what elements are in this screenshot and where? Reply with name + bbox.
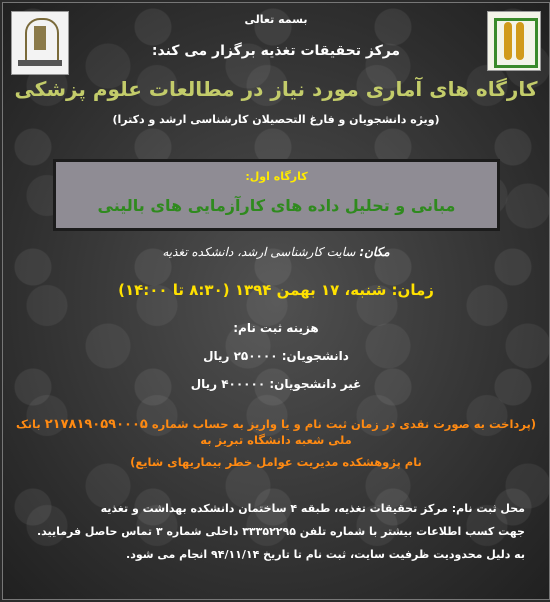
workshop-box — [53, 159, 500, 231]
contact-info: جهت کسب اطلاعات بیشتر با شماره تلفن ۳۳۳۵۲۲۹۵ داخلی شماره ۳ تماس حاصل فرمایید. — [36, 525, 525, 539]
location-line — [3, 245, 549, 259]
fee-non-students: غیر دانشجویان: ۴۰۰۰۰۰ ریال — [190, 377, 362, 391]
audience-subtitle: (ویژه دانشجویان و فارغ التحصیلان کارشناسی ارشد و دکترا) — [112, 113, 440, 126]
workshop-poster — [2, 2, 550, 600]
organizer-text: مرکز تحقیقات تغذیه برگزار می کند: — [151, 43, 401, 59]
registration-info — [27, 497, 525, 566]
location-value: سایت کارشناسی ارشد، دانشکده تغذیه — [162, 245, 356, 259]
payment-info-line1 — [11, 417, 541, 448]
fee-students: دانشجویان: ۲۵۰۰۰۰ ریال — [203, 349, 349, 363]
workshop-label: کارگاه اول: — [245, 170, 308, 183]
workshop-title: مبانی و تحلیل داده های کارآزمایی های بالینی — [97, 196, 456, 215]
poster-title: کارگاه های آماری مورد نیاز در مطالعات علوم پزشکی — [14, 77, 538, 101]
payment-prefix: (پرداخت به صورت نقدی در زمان ثبت نام و یا واریز به حساب شماره — [151, 417, 537, 431]
registration-place: محل ثبت نام: مرکز تحقیقات تغذیه، طبقه ۴ ساختمان دانشکده بهداشت و تغذیه — [100, 502, 525, 515]
account-number: ۲۱۷۸۱۹۰۵۹۰۰۰۵ — [44, 417, 148, 432]
payment-suffix: بانک ملی شعبه دانشگاه تبریز به — [15, 417, 352, 448]
logo-text-band — [18, 60, 62, 66]
fee-heading: هزینه ثبت نام: — [233, 321, 319, 335]
registration-deadline: به دلیل محدودیت ظرفیت سایت، ثبت نام تا تاریخ ۹۴/۱۱/۱۴ انجام می شود. — [126, 548, 525, 562]
date-time-line: زمان: شنبه، ۱۷ بهمن ۱۳۹۴ (۸:۳۰ تا ۱۴:۰۰) — [118, 281, 434, 299]
basmala-text: بسمه تعالی — [244, 13, 308, 26]
payment-info-line2: نام پژوهشکده مدیریت عوامل خطر بیماریهای شایع) — [130, 455, 422, 469]
location-label: مکان: — [359, 245, 390, 259]
